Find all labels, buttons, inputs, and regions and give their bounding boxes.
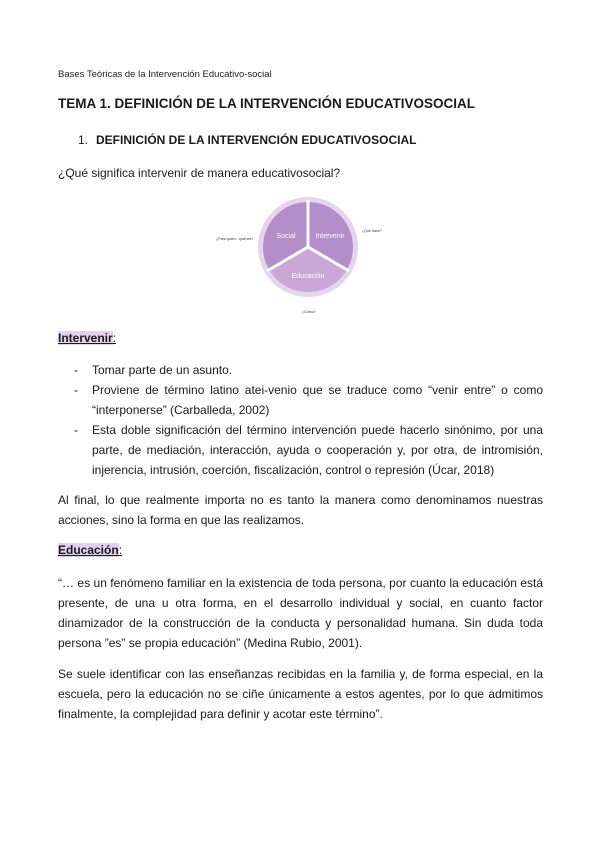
term-intervenir — [58, 331, 116, 345]
diagram-segment-label-social: Social — [276, 233, 296, 240]
diagram-side-label-bottom: ¿Cómo? — [302, 310, 316, 314]
running-header: Bases Teóricas de la Intervención Educativo-social — [58, 69, 272, 80]
term-intervenir-colon: : — [112, 331, 117, 345]
term-educacion-colon: : — [118, 543, 123, 557]
intervenir-bullet-list — [58, 360, 543, 480]
educacion-paragraph: Se suele identificar con las enseñanzas recibidas en la familia y, de forma especial, en la escuela, pero la educación no se ciñe únicamente a estos agentes, por lo que admitimos finalmente, la complejidad para definir y acotar este término”. — [58, 667, 543, 721]
section-number: 1. — [78, 133, 89, 147]
list-item: - Tomar parte de un asunto. — [58, 360, 543, 380]
diagram-segment-label-intervenir: Intervenir — [315, 233, 345, 240]
cycle-diagram — [210, 188, 400, 318]
intervenir-closing-paragraph: Al final, lo que realmente importa no es tanto la manera como denominamos nuestras acciones, sino la forma en que las realizamos. — [58, 493, 543, 527]
term-intervenir-label: Intervenir — [58, 331, 113, 345]
term-educacion-label: Educación — [58, 543, 119, 557]
term-educacion — [58, 543, 122, 557]
page-title: TEMA 1. DEFINICIÓN DE LA INTERVENCIÓN EDUCATIVOSOCIAL — [58, 96, 476, 111]
section-heading — [78, 133, 416, 147]
list-item: - Esta doble significación del término intervención puede hacerlo sinónimo, por una parte, de mediación, interacción, ayuda o cooperación y, por otra, de intromisión, injerencia, intrusión, coerción, fiscalización, control o represión (Úcar, 2018) — [58, 420, 543, 480]
intro-question: ¿Qué significa intervenir de manera educativosocial? — [58, 166, 341, 180]
section-title: DEFINICIÓN DE LA INTERVENCIÓN EDUCATIVOSOCIAL — [96, 133, 417, 147]
educacion-quote-paragraph: “… es un fenómeno familiar en la existencia de toda persona, por cuanto la educación está presente, de una u otra forma, en el desarrollo individual y social, en cuanto factor dinamizador de la construcción de la conducta y personalidad humana. Sin duda toda persona ”es” se propia educación” (Medina Rubio, 2001). — [58, 576, 543, 650]
diagram-segment-label-educacion: Educación — [291, 273, 325, 280]
diagram-side-label-right: ¿Qué hace? — [362, 229, 382, 233]
diagram-side-label-left: ¿Para quién - quiénes? — [216, 237, 254, 241]
list-item: - Proviene de término latino atei-venio que se traduce como “venir entre” o como “interponerse” (Carballeda, 2002) — [58, 380, 543, 420]
